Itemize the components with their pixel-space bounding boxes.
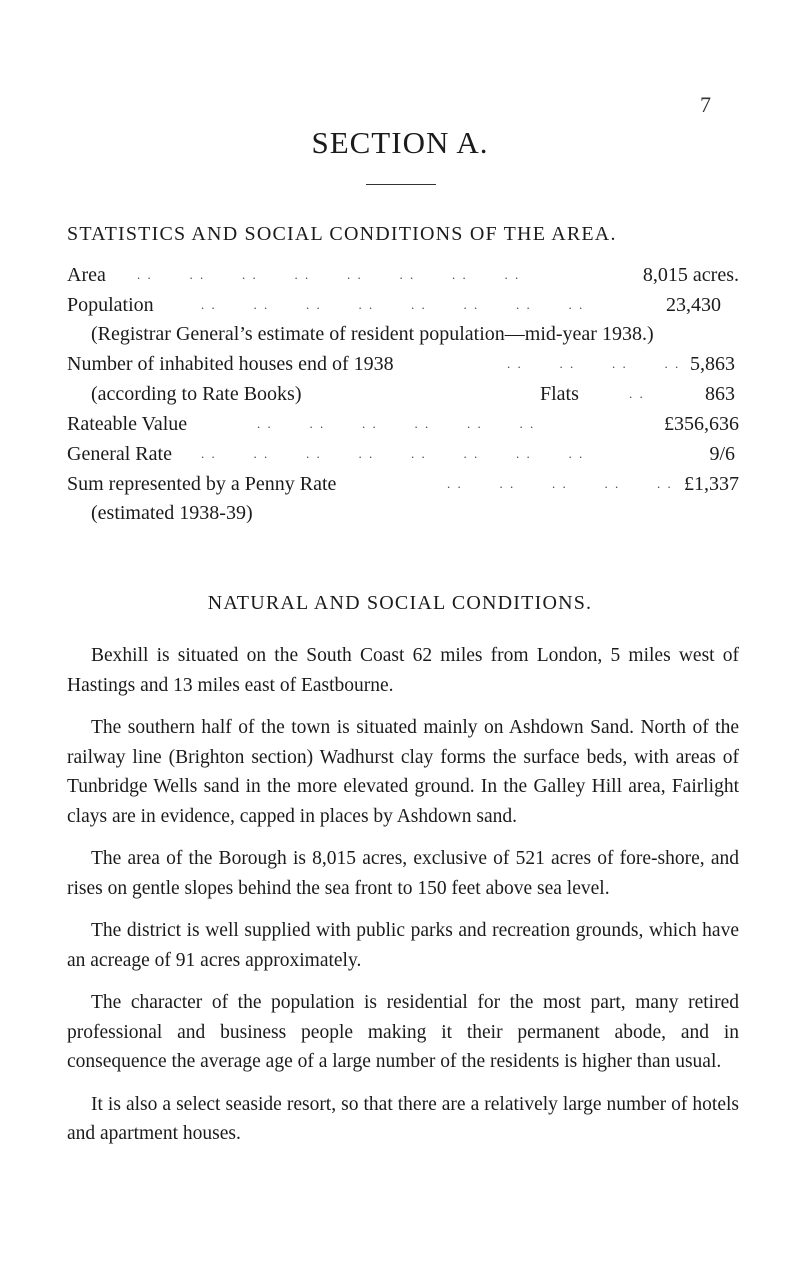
paragraph: The district is well supplied with public parks and recreation grounds, which have an acreage of 91 acres approximately. [67, 920, 739, 971]
area-value: 8,015 acres. [642, 264, 739, 286]
population-row [67, 290, 739, 320]
natural-conditions-text [67, 641, 739, 1162]
section-title: SECTION A. [311, 125, 489, 160]
natural-conditions-heading: NATURAL AND SOCIAL CONDITIONS. [207, 592, 593, 614]
flats-value: 863 [705, 383, 735, 405]
area-row [67, 260, 739, 290]
page-number: 7 [700, 92, 711, 117]
leader-dots: . . . . . . . . . . . . [257, 416, 536, 431]
houses-label: Number of inhabited houses end of 1938 [67, 353, 394, 375]
paragraph: Bexhill is situated on the South Coast 62 miles from London, 5 miles west of Hastings and 13 miles east of Eastbourne. [67, 645, 739, 696]
general-rate-value: 9/6 [709, 443, 735, 465]
flats-label: Flats [540, 383, 579, 405]
paragraph: The southern half of the town is situated mainly on Ashdown Sand. North of the railway line (Brighton section) Wadhurst clay forms the surface beds, with areas of Tunbridge Wells sand in the more elevated ground. In the Galley Hill area, Fairlight clays are in evidence, capped in places by Ashdown sand. [67, 717, 739, 827]
population-value: 23,430 [666, 294, 721, 316]
population-label: Population [67, 294, 154, 316]
houses-value: 5,863 [690, 353, 735, 375]
general-rate-label: General Rate [67, 443, 172, 465]
statistics-heading: STATISTICS AND SOCIAL CONDITIONS OF THE AREA. [67, 223, 617, 245]
penny-rate-row [67, 469, 739, 499]
flats-row [67, 379, 739, 409]
paragraph: The character of the population is residential for the most part, many retired professional and business people making it their permanent abode, and in consequence the average age of a large number of the residents is higher than usual. [67, 992, 739, 1072]
population-note: (Registrar General’s estimate of resident population—mid-year 1938.) [91, 323, 654, 345]
rate-books-label: (according to Rate Books) [91, 383, 302, 405]
penny-rate-label: Sum represented by a Penny Rate [67, 473, 337, 495]
penny-rate-note: (estimated 1938-39) [91, 502, 253, 524]
leader-dots: . . . . . . . . . . . . . . . . [201, 446, 585, 461]
leader-dots: . . . . . . . . . . [447, 476, 673, 491]
rateable-label: Rateable Value [67, 413, 188, 435]
houses-row [67, 349, 739, 379]
paragraph: The area of the Borough is 8,015 acres, exclusive of 521 acres of fore-shore, and rises on gentle slopes behind the sea front to 150 feet above sea level. [67, 848, 739, 899]
divider [366, 184, 436, 185]
leader-dots: . . . . . . . . . . . . . . . . [137, 267, 521, 282]
leader-dots: . . [629, 386, 645, 401]
paragraph: It is also a select seaside resort, so that there are a relatively large number of hotels and apartment houses. [67, 1093, 739, 1144]
statistics-table [67, 260, 739, 528]
rateable-row [67, 409, 739, 439]
leader-dots: . . . . . . . . [507, 356, 681, 371]
area-label: Area [67, 264, 106, 286]
penny-rate-value: £1,337 [684, 473, 739, 495]
leader-dots: . . . . . . . . . . . . . . . . [201, 297, 585, 312]
general-rate-row [67, 439, 739, 469]
rateable-value: £356,636 [664, 413, 739, 435]
